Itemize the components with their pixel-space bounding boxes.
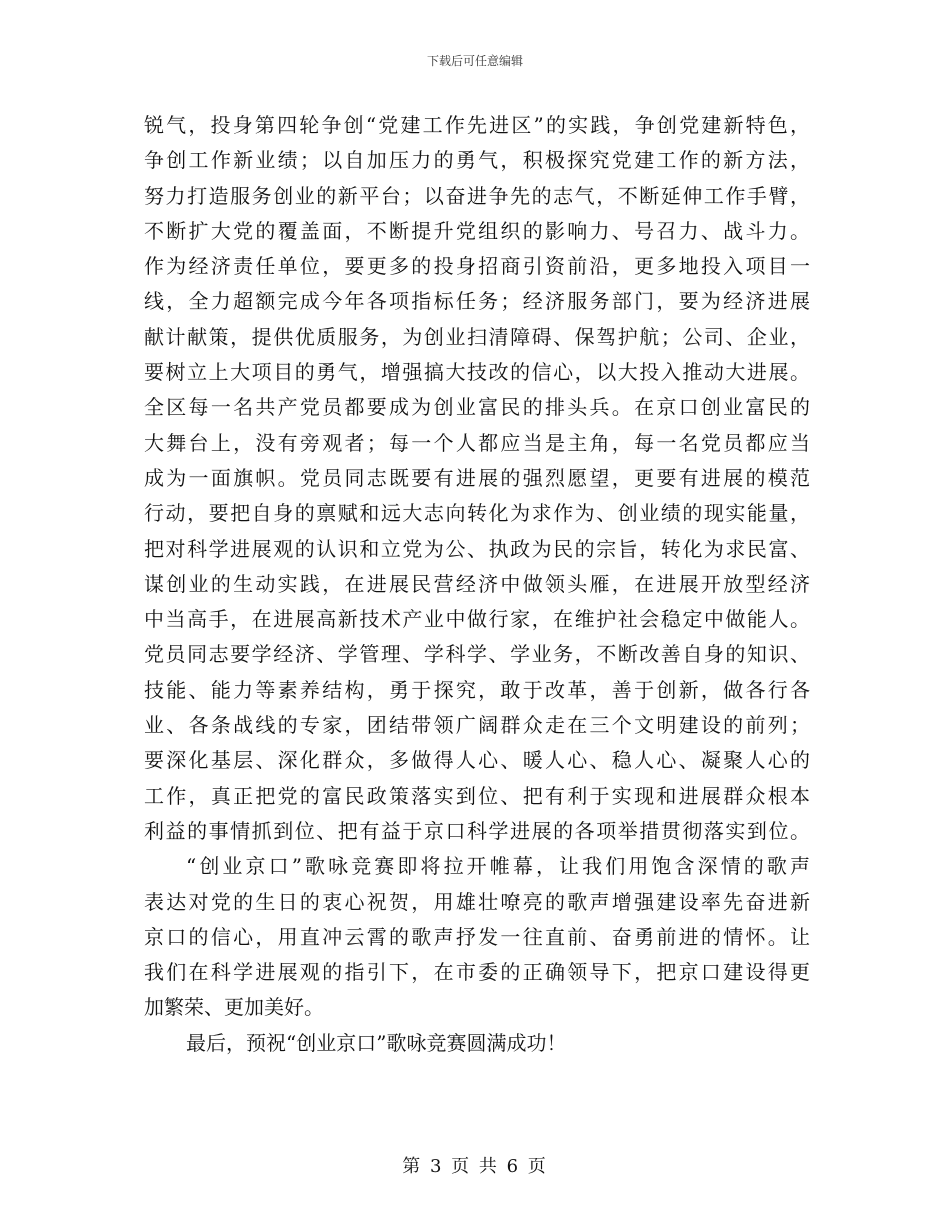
body-line: 技能、能力等素养结构，勇于探究，敢于改革，善于创新，做各行各 — [144, 677, 810, 702]
body-line: 京口的信心，用直冲云霄的歌声抒发一往直前、奋勇前进的情怀。让 — [144, 924, 810, 949]
body-line: 锐气，投身第四轮争创“党建工作先进区”的实践，争创党建新特色， — [144, 113, 810, 137]
body-line: 献计献策，提供优质服务，为创业扫清障碍、保驾护航；公司、企业， — [144, 324, 810, 349]
closing-line: 最后，预祝“创业京口”歌咏竞赛圆满成功！ — [186, 1030, 567, 1055]
body-line: 行动，要把自身的禀赋和远大志向转化为求作为、创业绩的现实能量， — [144, 501, 810, 526]
paragraph-last-line: 加繁荣、更加美好。 — [144, 995, 324, 1020]
page-number-footer: 第 3 页 共 6 页 — [402, 1156, 548, 1177]
body-line: 表达对党的生日的衷心祝贺，用雄壮嘹亮的歌声增强建设率先奋进新 — [144, 889, 810, 914]
body-line: 成为一面旗帜。党员同志既要有进展的强烈愿望，更要有进展的模范 — [144, 465, 810, 490]
body-line: 争创工作新业绩；以自加压力的勇气，积极探究党建工作的新方法， — [144, 148, 810, 173]
body-line: 把对科学进展观的认识和立党为公、执政为民的宗旨，转化为求民富、 — [144, 536, 810, 561]
page-header-note: 下载后可任意编辑 — [426, 54, 523, 68]
body-line: 要树立上大项目的勇气，增强搞大技改的信心，以大投入推动大进展。 — [144, 360, 810, 385]
body-line: 谋创业的生动实践，在进展民营经济中做领头雁，在进展开放型经济 — [144, 571, 810, 596]
body-line: 大舞台上，没有旁观者；每一个人都应当是主角，每一名党员都应当 — [144, 430, 810, 455]
paragraph-first-line: “创业京口”歌咏竞赛即将拉开帷幕，让我们用饱含深情的歌声 — [186, 854, 810, 879]
body-line: 业、各条战线的专家，团结带领广阔群众走在三个文明建设的前列； — [144, 713, 810, 738]
body-line: 线，全力超额完成今年各项指标任务；经济服务部门，要为经济进展 — [144, 289, 810, 314]
body-line: 利益的事情抓到位、把有益于京口科学进展的各项举措贯彻落实到位。 — [144, 818, 810, 843]
body-line: 要深化基层、深化群众，多做得人心、暖人心、稳人心、凝聚人心的 — [144, 748, 810, 773]
body-line: 不断扩大党的覆盖面，不断提升党组织的影响力、号召力、战斗力。 — [144, 218, 810, 243]
body-line: 努力打造服务创业的新平台；以奋进争先的志气，不断延伸工作手臂， — [144, 183, 810, 208]
body-line: 我们在科学进展观的指引下，在市委的正确领导下，把京口建设得更 — [144, 960, 810, 985]
body-line: 中当高手，在进展高新技术产业中做行家，在维护社会稳定中做能人。 — [144, 607, 810, 632]
body-line: 工作，真正把党的富民政策落实到位、把有利于实现和进展群众根本 — [144, 783, 810, 808]
body-line: 作为经济责任单位，要更多的投身招商引资前沿，更多地投入项目一 — [144, 254, 810, 279]
document-body — [144, 108, 810, 1061]
body-line: 全区每一名共产党员都要成为创业富民的排头兵。在京口创业富民的 — [144, 395, 810, 420]
body-line: 党员同志要学经济、学管理、学科学、学业务，不断改善自身的知识、 — [144, 642, 810, 667]
